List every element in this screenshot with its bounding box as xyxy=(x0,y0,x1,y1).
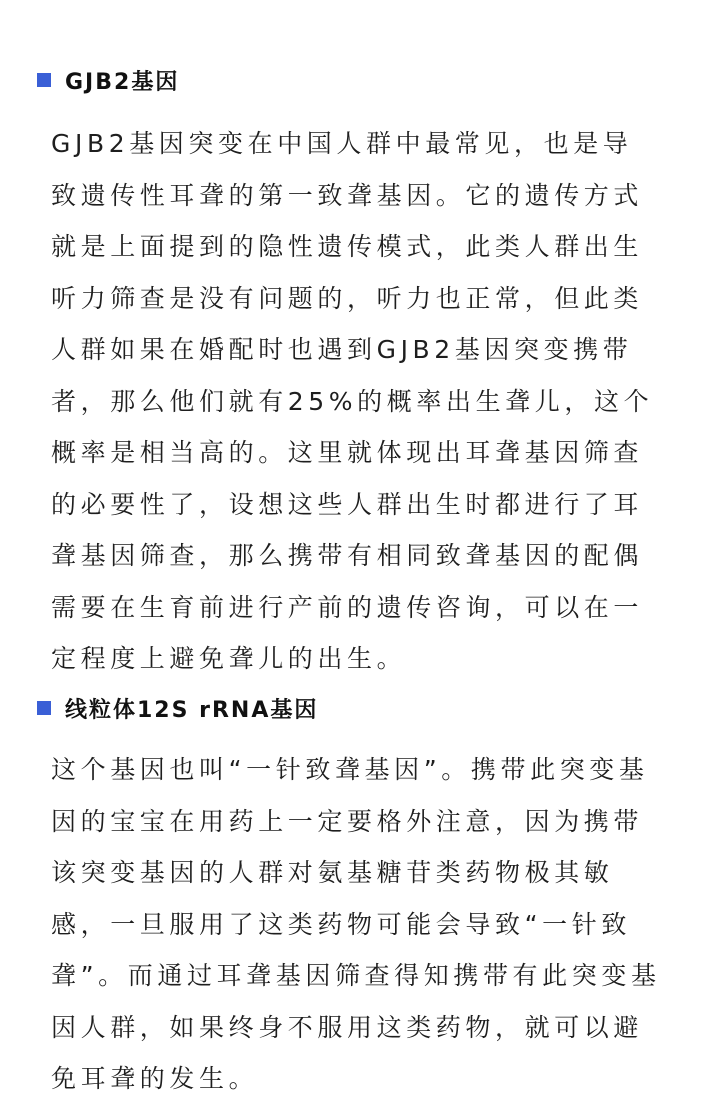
section-title: 线粒体12S rRNA基因 xyxy=(65,697,319,723)
section-12s-rrna xyxy=(0,690,720,1105)
section-paragraph: 这个基因也叫“一针致聋基因”。携带此突变基因的宝宝在用药上一定要格外注意，因为携带该突变基因的人群对氨基糖苷类药物极其敏感，一旦服用了这类药物可能会导致“一针致聋”。而通过耳聋基因筛查得知携带有此突变基因人群，如果终身不服用这类药物，就可以避免耳聋的发生。 xyxy=(51,755,661,1093)
section-paragraph: GJB2基因突变在中国人群中最常见，也是导致遗传性耳聋的第一致聋基因。它的遗传方式就是上面提到的隐性遗传模式，此类人群出生听力筛查是没有问题的，听力也正常，但此类人群如果在婚配时也遇到GJB2基因突变携带者，那么他们就有25%的概率出生聋儿，这个概率是相当高的。这里就体现出耳聋基因筛查的必要性了，设想这些人群出生时都进行了耳聋基因筛查，那么携带有相同致聋基因的配偶需要在生育前进行产前的遗传咨询，可以在一定程度上避免聋儿的出生。 xyxy=(51,129,654,673)
section-title: GJB2基因 xyxy=(65,69,180,95)
section-heading xyxy=(0,62,720,98)
section-heading xyxy=(0,690,720,726)
square-bullet-icon xyxy=(37,701,51,715)
section-gjb2 xyxy=(0,62,720,685)
square-bullet-icon xyxy=(37,73,51,87)
